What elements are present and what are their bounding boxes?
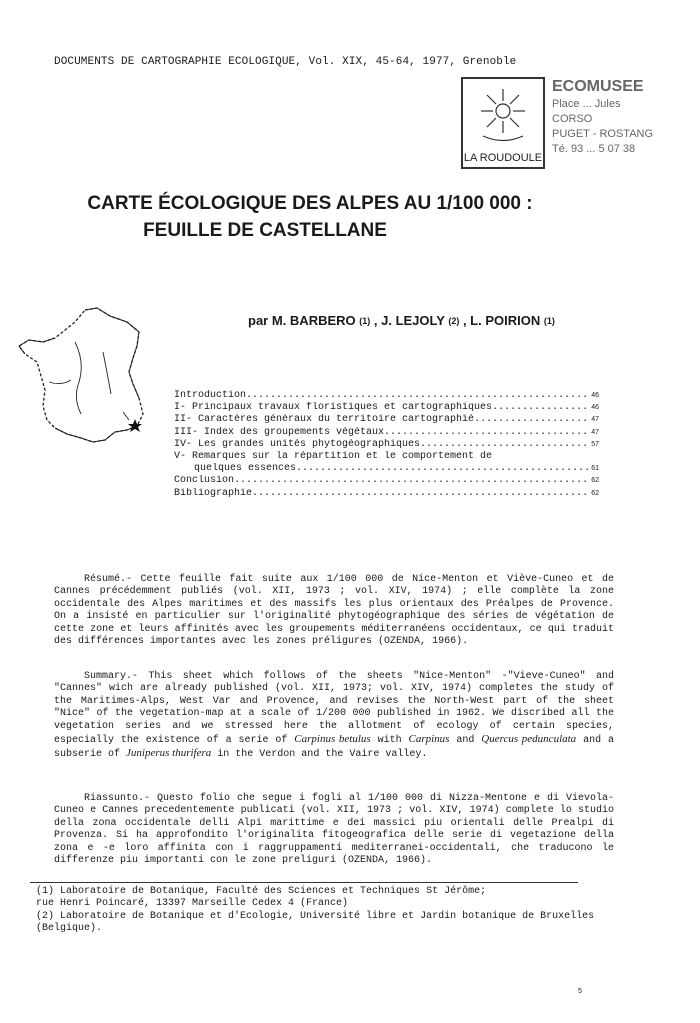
stamp-address [552,77,662,157]
toc-entry: quelques essences ..... 61 [174,463,599,475]
toc-entry: III- Index des groupements végétaux ..... 47 [174,427,599,439]
title-line-2: FEUILLE DE CASTELLANE [143,220,387,241]
ecomusee-stamp [461,77,545,169]
toc-entry: IV- Les grandes unités phytogéographiques ..... 57 [174,439,599,451]
toc-entry: Introduction ..... 46 [174,390,599,402]
page-number: 5 [578,988,582,995]
species-name: Carpinus betulus [294,733,371,746]
sun-logo-icon [463,81,543,151]
stamp-line: ECOMUSEE [552,78,644,95]
author-prefix: par [248,313,269,328]
resume-text: Cette feuille fait suite aux 1/100 000 de Nice-Menton et Viève-Cuneo et de Cannes précédemment publiés (vol. XII, 1973 ; vol. XIV, 1974) ; elle complète la zone occidentale des Alpes maritimes et des massifs les plus orientaux des Préalpes de Provence. On a insisté en particulier sur l'originalité phytogéographique des séries de végétation de cette zone et leurs affinités avec les groupements méditerranéens occidentaux, ce qui traduit des différences importantes avec les zones préligures (OZENDA, 1966). [54,574,614,648]
riassunto-text: Questo folio che segue i fogli al 1/100 000 di Nizza-Mentone e di Vievola-Cuneo e Cannes precedentemente publicati (vol. XII, 1973 ; vol. XIV, 1974) complete lo studio della zona occidentale delli Alpi marittime e dei massici piu orientali delle Prealpi di Provenza. Si ha approfondito l'originalita fitogeografica delle serie di vegetazione della zona e -e loro affinita con i raggruppamenti mediterranei-occidentali, che traducono le differenze piu importanti con le zone preliguri (OZENDA, 1966). [54,793,614,867]
toc-entry: Conclusion ..... 62 [174,475,599,487]
stamp-logo-text: LA ROUDOULE [463,152,543,164]
affiliation-mark: (1) [543,316,555,326]
paper-title [0,190,700,244]
author-name: M. BARBERO [271,313,356,328]
author-line: par M. BARBERO $^{(1)}$ , J. LEJOLY $^{(2)}$ , L. POIRION $^{(1)}$ [248,313,555,328]
author-name: L. POIRION [470,313,541,328]
footnotes [36,886,596,936]
author-name: J. LEJOLY [381,313,445,328]
stamp-line: CORSO [552,113,593,125]
journal-citation: DOCUMENTS DE CARTOGRAPHIE ECOLOGIQUE, Vol. XIX, 45-64, 1977, Grenoble [54,56,517,68]
resume-heading: Résumé.- [84,574,133,585]
toc-entry: II- Caractères généraux du territoire cartographié ..... 47 [174,414,599,426]
riassunto-heading: Riassunto.- [84,793,151,804]
affiliation-mark: (1) [359,316,371,326]
summary-heading: Summary.- [84,671,139,682]
stamp-line: Té. 93 ... 5 07 38 [552,143,636,155]
toc-entry: Bibliographie ..... 62 [174,488,599,500]
footnote: (2) Laboratoire de Botanique et d'Ecologie, Université libre et Jardin botanique de Bruxelles (Belgique). [36,910,595,935]
footnote: (1) Laboratoire de Botanique, Faculté des Sciences et Techniques St Jérôme; [36,886,487,897]
toc-entry: I- Principaux travaux floristiques et cartographiques ..... 46 [174,402,599,414]
france-map-icon [15,302,155,452]
table-of-contents [174,390,599,500]
toc-entry: V- Remarques sur la répartition et le comportement de [174,451,493,463]
title-line-1: CARTE ÉCOLOGIQUE DES ALPES AU 1/100 000 : [87,193,533,214]
riassunto-paragraph [54,793,614,867]
affiliation-mark: (2) [448,316,460,326]
species-name: Carpinus [408,733,450,746]
castellane-star-icon [128,419,142,432]
stamp-line: PUGET - ROSTANG [552,128,654,140]
resume-paragraph [54,574,614,648]
footnote-divider [30,882,578,883]
species-name: Quercus pedunculata [481,733,577,746]
species-name: Juniperus thurifera [126,747,212,760]
summary-paragraph: Summary.- This sheet which follows of the sheets "Nice-Menton" -"Vieve-Cuneo" and "Cannes" wich are already published (vol. XII, 1973; vol. XIV, 1974) completes the study of the Maritimes-Alps, West Var and Provence, and revises the North-West part of the sheet "Nice" of the vegetation-map at a scale of 1/200 000 published in 1962. We discribed all the vegetation series and we stressed here the allotment of ecology of certain species, especially the existence of a serie of Carpinus betulus with Carpinus and Quercus pedunculata and a subserie of Juniperus thurifera in the Verdon and the Vaire valley. [54,671,614,761]
footnote: rue Henri Poincaré, 13397 Marseille Cedex 4 (France) [36,898,349,910]
stamp-line: Place ... Jules [552,98,621,110]
